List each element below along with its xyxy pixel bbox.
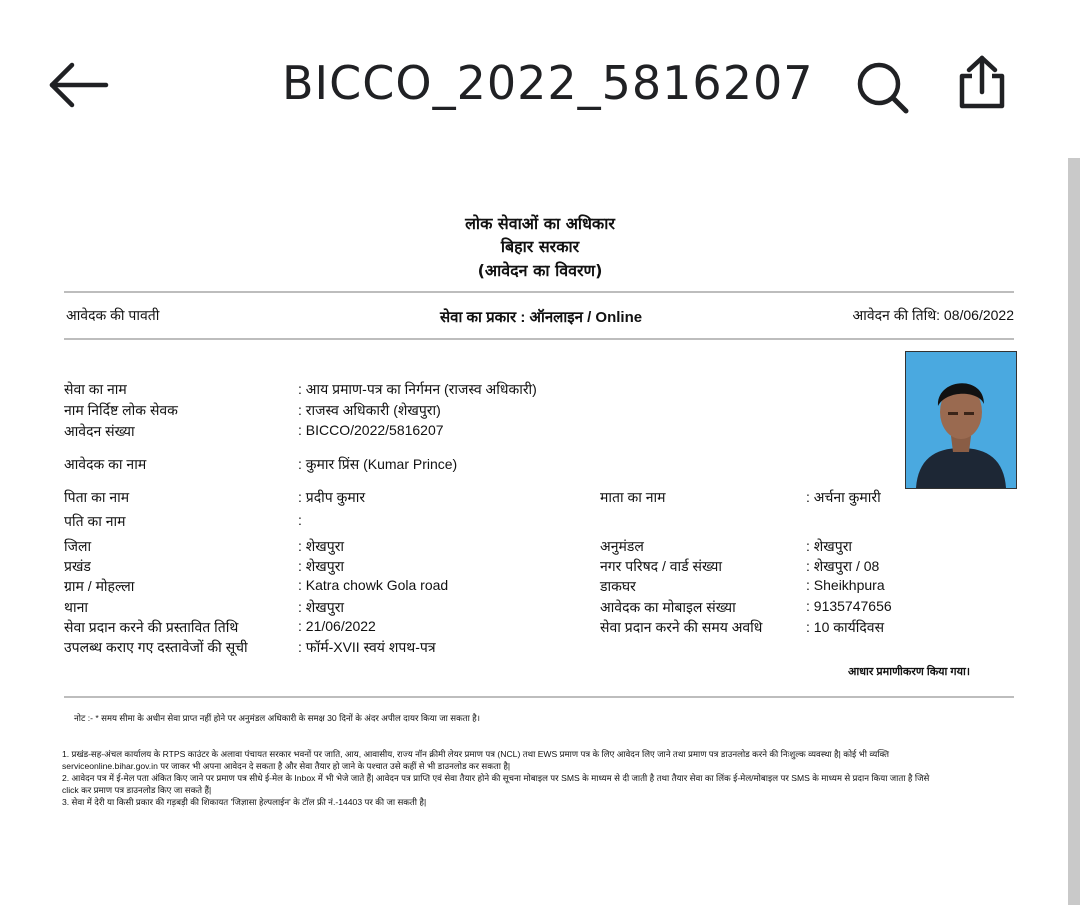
field-value: : शेखपुरा / 08: [806, 558, 880, 574]
field-value: : BICCO/2022/5816207: [298, 422, 444, 438]
field-value: : Sheikhpura: [806, 577, 885, 593]
field-label: सेवा प्रदान करने की प्रस्तावित तिथि: [64, 619, 239, 635]
header-line-1: लोक सेवाओं का अधिकार: [465, 214, 615, 233]
field-label: माता का नाम: [600, 489, 666, 505]
footnote-line: click कर प्रमाण पत्र डाउनलोड किए जा सकते हैं|: [62, 785, 212, 795]
footnote-line: 3. सेवा में देरी या किसी प्रकार की गड़बड़ी की शिकायत 'जिज्ञासा हेल्पलाईन' के टॉल फ्री नं.-14403 पर की जा सकती है|: [62, 797, 427, 807]
field-value: : Katra chowk Gola road: [298, 577, 449, 593]
divider: [64, 696, 1014, 698]
field-value: : अर्चना कुमारी: [806, 489, 881, 505]
field-label: आवेदन संख्या: [64, 423, 135, 439]
service-type: सेवा का प्रकार : ऑनलाइन / Online: [440, 309, 643, 326]
share-button[interactable]: [952, 52, 1012, 114]
field-value: : प्रदीप कुमार: [298, 489, 366, 505]
field-label: सेवा का नाम: [64, 381, 127, 397]
field-value: : फॉर्म-XVII स्वयं शपथ-पत्र: [298, 639, 436, 655]
aadhaar-verified-note: आधार प्रमाणीकरण किया गया।: [848, 666, 971, 678]
field-label: आवेदक का नाम: [64, 456, 147, 472]
application-date: आवेदन की तिथि: 08/06/2022: [852, 307, 1014, 323]
field-label: उपलब्ध कराए गए दस्तावेजों की सूची: [64, 639, 248, 655]
receipt-label: आवेदक की पावती: [66, 307, 160, 323]
field-value: : शेखपुरा: [806, 538, 853, 554]
header-line-2: बिहार सरकार: [500, 237, 580, 256]
field-label: नगर परिषद / वार्ड संख्या: [600, 558, 722, 574]
field-value: : 21/06/2022: [298, 618, 376, 634]
person-icon: [906, 352, 1016, 488]
field-label: प्रखंड: [64, 558, 91, 574]
search-icon: [852, 58, 912, 116]
share-icon: [952, 52, 1012, 114]
field-label: पिता का नाम: [64, 489, 130, 505]
field-value: : शेखपुरा: [298, 538, 345, 554]
field-value: : 9135747656: [806, 598, 892, 614]
field-value: : राजस्व अधिकारी (शेखपुरा): [298, 402, 441, 418]
field-label: डाकघर: [600, 578, 636, 594]
applicant-photo: [905, 351, 1017, 489]
divider: [64, 291, 1014, 293]
search-button[interactable]: [852, 58, 912, 116]
field-label: अनुमंडल: [600, 538, 644, 554]
field-value: : आय प्रमाण-पत्र का निर्गमन (राजस्व अधिकारी): [298, 381, 537, 397]
app-bar: [0, 0, 1080, 175]
field-value: : कुमार प्रिंस (Kumar Prince): [298, 456, 458, 472]
field-label: ग्राम / मोहल्ला: [64, 578, 135, 594]
appeal-note: नोट :- * समय सीमा के अधीन सेवा प्राप्त नहीं होने पर अनुमंडल अधिकारी के समक्ष 30 दिनों के अंदर अपील दायर किया जा सकता है।: [74, 713, 480, 723]
arrow-left-icon: [44, 56, 114, 114]
footnote-line: serviceonline.bihar.gov.in पर जाकर भी अपना आवेदन दे सकता है और सेवा तैयार हो जाने के पश्चात उसे कहीं से भी डाउनलोड कर सकता है|: [62, 761, 511, 771]
field-value: : शेखपुरा: [298, 558, 345, 574]
field-value: : 10 कार्यदिवस: [806, 619, 885, 635]
back-button[interactable]: [44, 56, 114, 114]
field-label: थाना: [64, 599, 88, 615]
document-page: [0, 175, 1066, 905]
divider: [64, 338, 1014, 340]
field-label: सेवा प्रदान करने की समय अवधि: [600, 619, 763, 635]
field-value: :: [298, 512, 302, 528]
footnote-line: 2. आवेदन पत्र में ई-मेल पता अंकित किए जाने पर प्रमाण पत्र सीधे ई-मेल के Inbox में भी भेजे जाते हैं| आवेदन पत्र प्राप्ति एवं सेवा तैयार होने की सूचना मोबाइल पर SMS के माध्यम से दी जाती है तथा तैयार सेवा का लिंक ई-मेल/मोबाइल पर SMS के माध्यम से प्रदान किया जाता है जिसे: [62, 773, 930, 783]
header-line-3: (आवेदन का विवरण): [477, 261, 603, 280]
field-value: : शेखपुरा: [298, 599, 345, 615]
field-label: आवेदक का मोबाइल संख्या: [600, 599, 736, 615]
field-label: पति का नाम: [64, 513, 126, 529]
footnote-line: 1. प्रखंड-सह-अंचल कार्यालय के RTPS काउंटर के अलावा पंचायत सरकार भवनों पर जाति, आय, आवासीय, राज्य नॉन क्रीमी लेयर प्रमाण पत्र (NCL) तथा EWS प्रमाण पत्र के लिए आवेदन लिए जाने तथा प्रमाण पत्र डाउनलोड करने की निःशुल्क व्यवस्था है| कोई भी व्यक्ति: [62, 749, 889, 759]
field-label: नाम निर्दिष्ट लोक सेवक: [64, 402, 178, 418]
document-title: BICCO_2022_5816207: [282, 56, 814, 110]
field-label: जिला: [64, 538, 92, 554]
